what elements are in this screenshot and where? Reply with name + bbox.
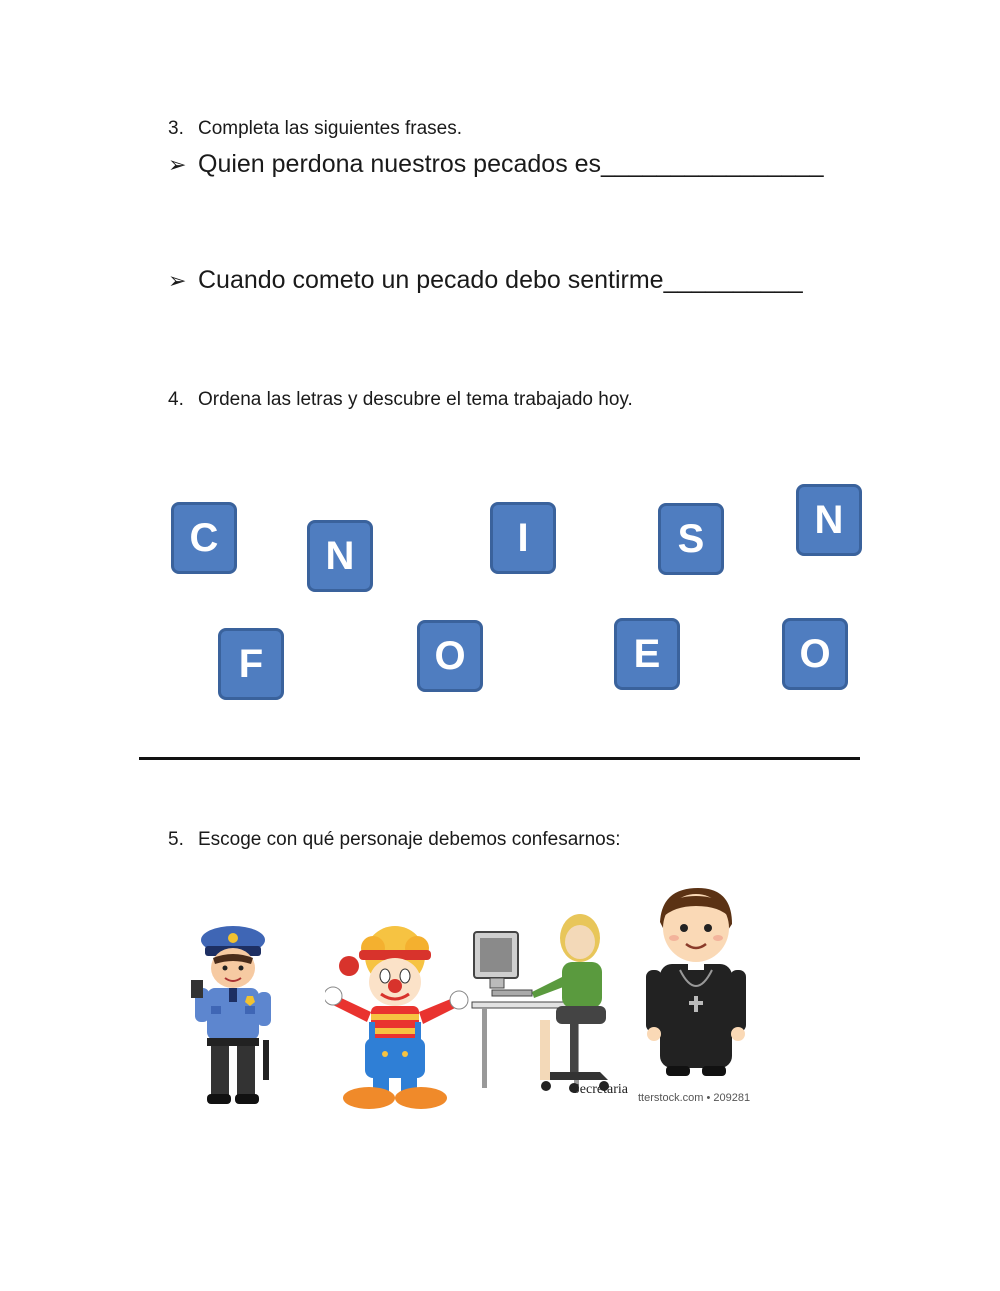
question-5-heading [168,829,621,851]
secretary-image[interactable] [470,910,625,1106]
sentence-1-text: Quien perdona nuestros pecados es________________ [198,150,824,178]
sentence-2 [168,266,803,295]
police-officer-image[interactable] [185,922,285,1108]
letter-tile-c[interactable]: C [171,502,237,574]
question-5-number: 5. [168,829,184,850]
arrow-bullet-icon: ➢ [168,152,187,177]
letter-tile-i[interactable]: I [490,502,556,574]
letter-tile-o[interactable]: O [782,618,848,690]
letter-tile-s[interactable]: S [658,503,724,575]
letter-tile-n[interactable]: N [307,520,373,592]
answer-line [139,757,860,760]
clown-image[interactable] [325,926,470,1110]
arrow-bullet-icon: ➢ [168,268,187,293]
priest-image[interactable] [640,884,750,1080]
question-3-heading [168,118,462,140]
letter-tile-f[interactable]: F [218,628,284,700]
letter-tile-e[interactable]: E [614,618,680,690]
sentence-2-text: Cuando cometo un pecado debo sentirme__________ [198,266,803,294]
question-4-instruction: Ordena las letras y descubre el tema trabajado hoy. [198,389,633,410]
question-3-number: 3. [168,118,184,139]
question-4-heading [168,389,633,411]
question-3-instruction: Completa las siguientes frases. [198,118,463,139]
question-4-number: 4. [168,389,184,410]
letter-tile-n[interactable]: N [796,484,862,556]
question-5-instruction: Escoge con qué personaje debemos confesarnos: [198,829,621,850]
stock-watermark: tterstock.com • 209281 [638,1092,751,1104]
secretary-caption: Secretaria [572,1082,628,1097]
sentence-1 [168,150,824,179]
letter-tile-o[interactable]: O [417,620,483,692]
